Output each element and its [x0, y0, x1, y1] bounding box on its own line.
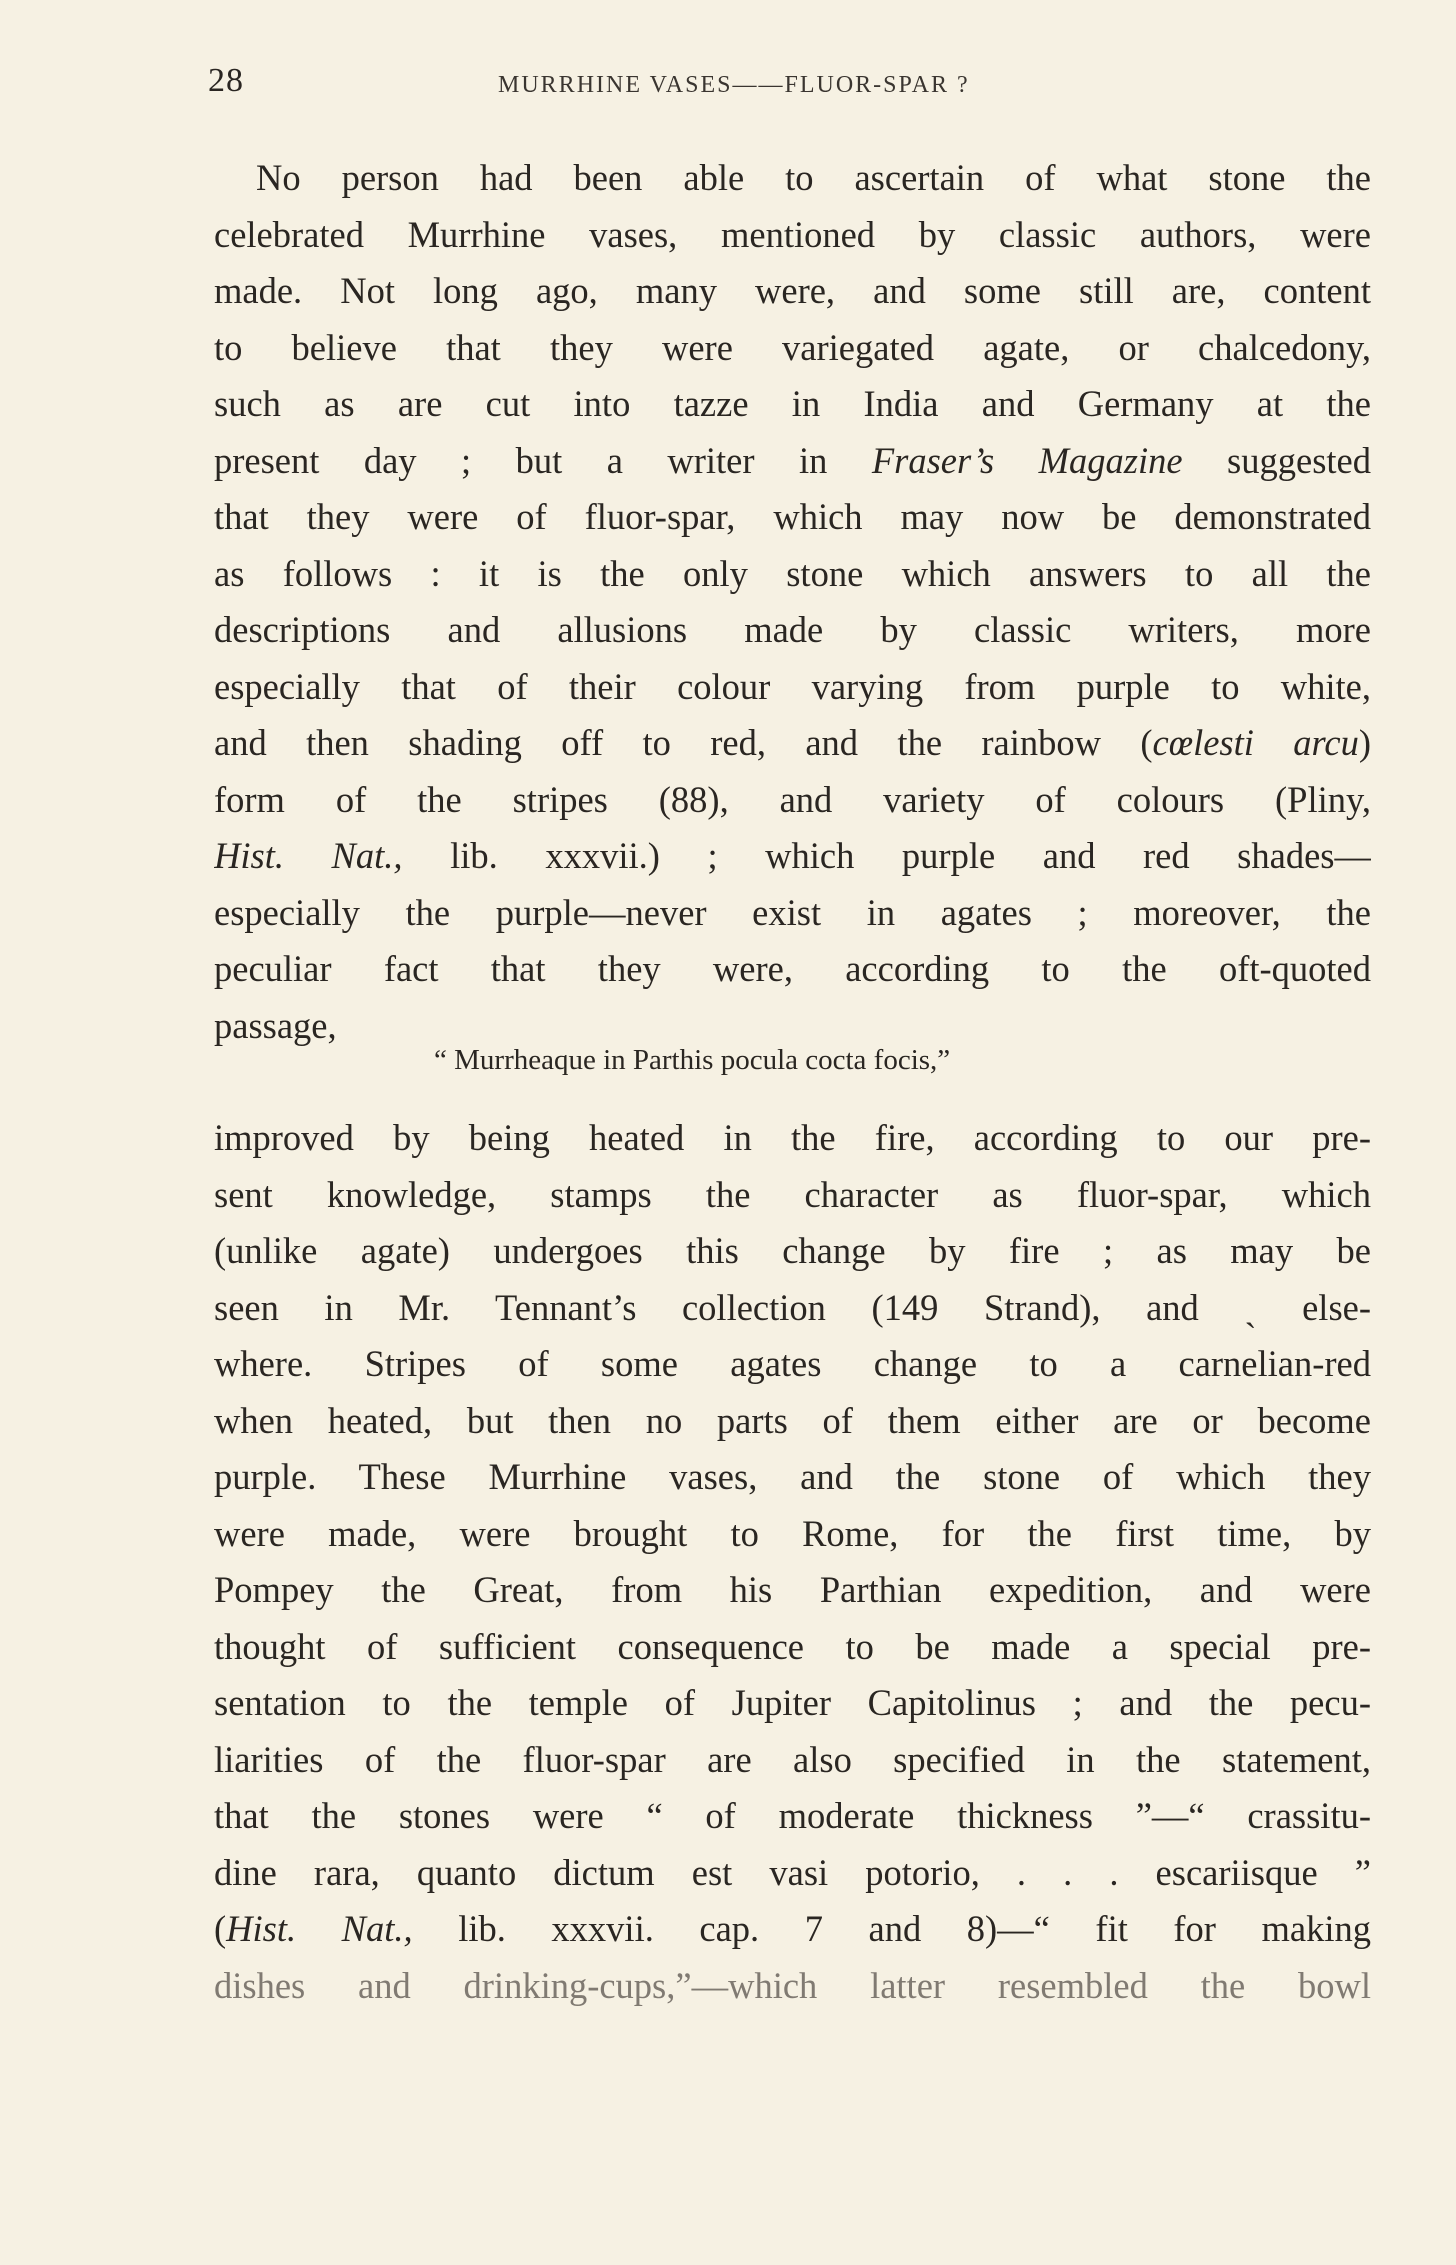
text-line: as follows : it is the only stone which answers to all the: [214, 552, 1371, 594]
text-run: (: [214, 1908, 227, 1949]
text-line: that the stones were “ of moderate thickness ”—“ crassitu-: [214, 1795, 1371, 1836]
text-line: [214, 1901, 1371, 1958]
running-title: MURRHINE VASES——FLUOR-SPAR ?: [498, 72, 970, 98]
italic-title: Hist. Nat.,: [226, 1908, 413, 1949]
body-text: [214, 150, 1371, 2014]
text-line: [214, 433, 1371, 490]
text-run: ): [1358, 722, 1371, 763]
text-run: present day ; but a writer in: [214, 439, 872, 481]
text-run: suggested: [1182, 439, 1371, 481]
text-run: and then shading off to red, and the rainbow (: [214, 722, 1153, 763]
paragraph-2: [214, 1110, 1371, 2014]
text-line: No person had been able to ascertain of what stone the: [256, 157, 1371, 198]
text-line: that they were of fluor-spar, which may now be demonstrated: [214, 496, 1371, 537]
paragraph-1: [214, 150, 1371, 1054]
text-line: especially the purple—never exist in agates ; moreover, the: [214, 891, 1371, 933]
latin-quotation: “ Murrheaque in Parthis pocula cocta focis,”: [434, 1044, 951, 1076]
text-line: sent knowledge, stamps the character as fluor-spar, which: [214, 1173, 1371, 1215]
text-line: form of the stripes (88), and variety of colours (Pliny,: [214, 778, 1371, 820]
text-run: lib. xxxvii. cap. 7 and 8)—“ fit for making: [412, 1908, 1371, 1949]
text-line: made. Not long ago, many were, and some still are, content: [214, 270, 1371, 311]
text-run: lib. xxxvii.) ; which purple and red shades—: [402, 835, 1371, 876]
text-line: Pompey the Great, from his Parthian expedition, and were: [214, 1569, 1371, 1610]
text-line: improved by being heated in the fire, according to our pre-: [214, 1117, 1371, 1158]
text-line: [214, 715, 1371, 772]
text-line: sentation to the temple of Jupiter Capitolinus ; and the pecu-: [214, 1682, 1371, 1723]
text-line: to believe that they were variegated agate, or chalcedony,: [214, 326, 1371, 368]
running-head: [208, 62, 1388, 112]
text-line: thought of sufficient consequence to be made a special pre-: [214, 1625, 1371, 1667]
text-line: (unlike agate) undergoes this change by fire ; as may be: [214, 1230, 1371, 1271]
text-line: celebrated Murrhine vases, mentioned by classic authors, were: [214, 213, 1371, 255]
text-line: passage,: [214, 1004, 337, 1046]
text-line: peculiar fact that they were, according to the oft-quoted: [214, 948, 1371, 989]
italic-title: Hist. Nat.,: [214, 835, 403, 876]
italic-title: Fraser’s Magazine: [871, 439, 1183, 481]
text-line: liarities of the fluor-spar are also specified in the statement,: [214, 1738, 1371, 1780]
text-line: where. Stripes of some agates change to a carnelian-red: [214, 1343, 1371, 1384]
text-line: seen in Mr. Tennant’s collection (149 Strand), and ˎ else-: [214, 1286, 1371, 1328]
text-line: purple. These Murrhine vases, and the stone of which they: [214, 1456, 1371, 1497]
text-line: dine rara, quanto dictum est vasi potorio, . . . escariisque ”: [214, 1851, 1371, 1893]
text-line: such as are cut into tazze in India and Germany at the: [214, 383, 1371, 424]
text-line: descriptions and allusions made by classic writers, more: [214, 609, 1371, 650]
text-line: especially that of their colour varying from purple to white,: [214, 665, 1371, 707]
italic-title: cœlesti arcu: [1152, 722, 1359, 763]
text-line: when heated, but then no parts of them either are or become: [214, 1399, 1371, 1441]
page-number: 28: [208, 62, 244, 99]
text-line: were made, were brought to Rome, for the first time, by: [214, 1512, 1371, 1554]
text-line: dishes and drinking-cups,”—which latter resembled the bowl: [214, 1964, 1371, 2006]
text-line: [214, 828, 1371, 885]
